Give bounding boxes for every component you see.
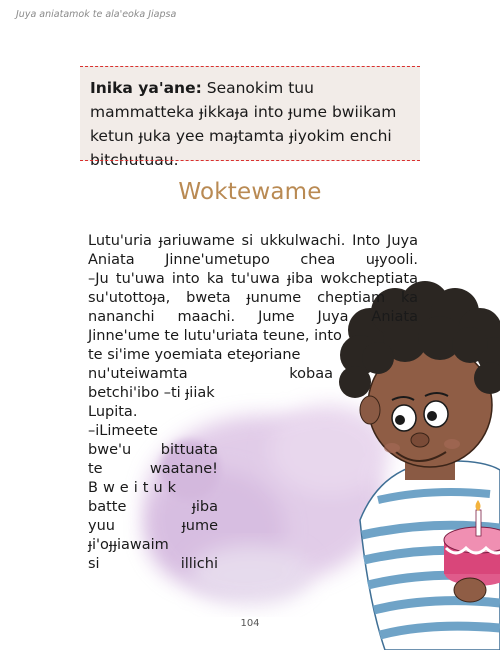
story-line: –Ju tu'uwa into ka tu'uwa ɟiba wokcheptiata	[88, 271, 418, 287]
note-top-rule	[80, 66, 420, 67]
note-body: Seanokim tuu mammatteka ɟikkaɟa into ɟume bwiikam ketun ɟuka yee maɟtamta ɟiyokim enchi bitchutuau.	[90, 79, 397, 169]
story-line: si illichi	[88, 556, 218, 572]
story-line: Jinne'ume te lutu'uriata teune, into	[88, 328, 342, 344]
story-line: Aniata Jinne'umetupo chea uɟyooli.	[88, 252, 418, 268]
story-line: ɟi'oɟɟiawaim	[88, 537, 169, 553]
story-line: nu'uteiwamta kobaa	[88, 366, 333, 382]
story-line: Lutu'uria ɟariuwame si ukkulwachi. Into Juya	[88, 233, 418, 249]
story-line: nananchi maachi. Jume Juya Aniata	[88, 309, 418, 325]
page-number: 104	[240, 618, 260, 629]
story-line: Bweituk	[88, 480, 182, 496]
story-line: su'utottoɟa, bweta ɟunume cheptiam ka	[88, 290, 418, 306]
note-text	[90, 76, 412, 172]
note-label: Inika ya'ane:	[90, 79, 202, 97]
story-line: te waatane!	[88, 461, 218, 477]
story-line: te si'ime yoemiata eteɟoriane	[88, 347, 301, 363]
story-line: bwe'u bittuata	[88, 442, 218, 458]
note-box	[80, 66, 420, 169]
story-line: –iLimeete	[88, 423, 158, 439]
note-bottom-rule	[80, 160, 420, 161]
story-line: Lupita.	[88, 404, 138, 420]
running-header: Juya aniatamok te ala'eoka Jiapsa	[16, 9, 177, 20]
story-line: yuu ɟume	[88, 518, 218, 534]
story-line: betchi'ibo –ti ɟiiak	[88, 385, 215, 401]
section-title: Woktewame	[178, 179, 322, 205]
story-line: batte ɟiba	[88, 499, 218, 515]
